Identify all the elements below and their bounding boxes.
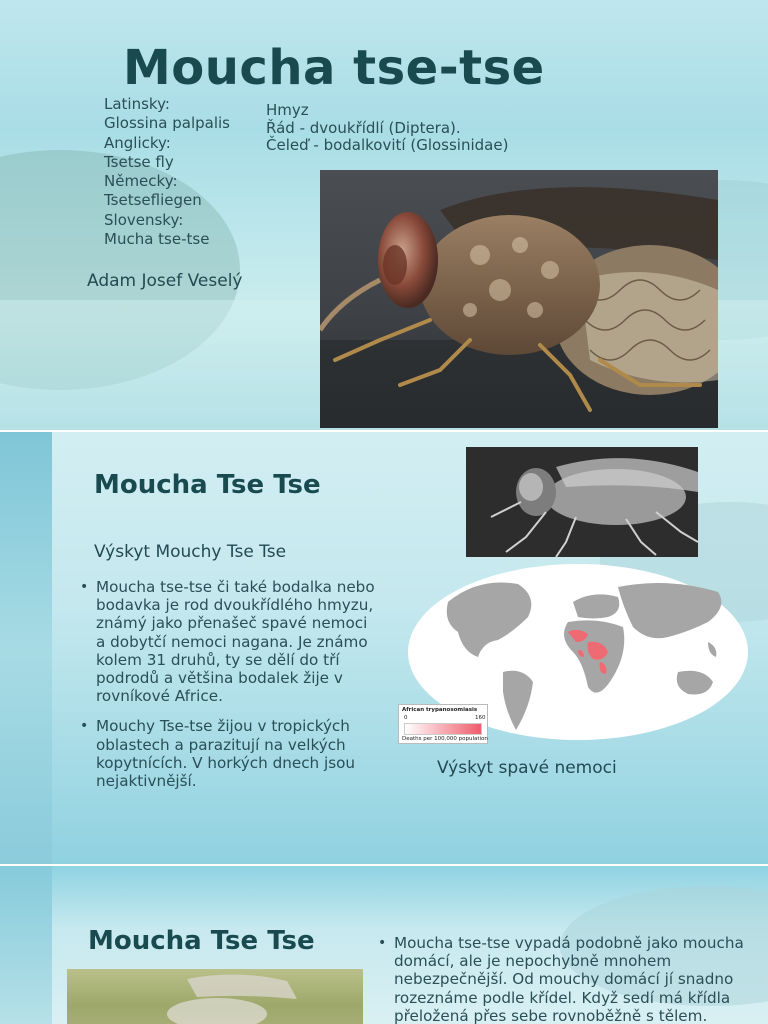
bullet-list <box>378 934 763 1024</box>
author-name: Adam Josef Veselý <box>87 271 243 291</box>
slide-title: Moucha Tse Tse <box>88 926 315 956</box>
names-line: Tsetse fly <box>104 152 174 171</box>
names-line: Slovensky: <box>104 210 184 229</box>
bullet-list <box>80 578 380 802</box>
names-line: Latinsky: <box>104 95 170 113</box>
taxonomy-line: Řád - dvoukřídlí (Diptera). <box>266 118 461 137</box>
tsetse-fly-macro-photo <box>320 170 718 428</box>
bullet-item: • Moucha tse-tse vypadá podobně jako moucha domácí, ale je nepochybně mnohem nebezpečnější. Od mouchy domácí jí snadno rozeznáme podle křídel. Když sedí má křídla přeložená přes sebe rovnoběžně s tělem. <box>378 934 763 1024</box>
slide-subtitle: Výskyt Mouchy Tse Tse <box>94 542 287 562</box>
names-line: Glossina palpalis <box>104 114 230 133</box>
names-line: Anglicky: <box>104 133 171 152</box>
slide-title: Moucha tse-tse <box>123 40 545 96</box>
fly-photo-illustration-icon <box>67 969 363 1024</box>
bullet-item: • Mouchy Tse-tse žijou v tropických oblastech a parazitují na velkých kopytnících. V horkých dnech jsou nejaktivnější. <box>80 717 380 790</box>
bullet-item: • Moucha tse-tse či také bodalka nebo bodavka je rod dvoukřídlého hmyzu, známý jako přenašeč spavé nemoci a dobytčí nemoci nagana. Je známo kolem 31 druhů, ty se dělí do tří podrodů a většina bodalek žije v rovníkové Africe. <box>80 578 380 705</box>
names-line: Tsetsefliegen <box>104 191 202 210</box>
slide-1 <box>0 0 768 432</box>
names-line: Německy: <box>104 172 178 191</box>
slide-2 <box>0 432 768 866</box>
tsetse-fly-photo <box>67 969 363 1024</box>
legend-min: 0 <box>404 715 408 721</box>
taxonomy-line: Čeleď - bodalkovití (Glossinidae) <box>266 136 509 154</box>
tsetse-fly-microscope-photo <box>466 447 698 557</box>
legend-max: 160 <box>475 715 486 721</box>
background-band <box>0 432 52 866</box>
map-caption: Výskyt spavé nemoci <box>437 758 617 778</box>
map-legend <box>398 704 488 744</box>
slide-3 <box>0 866 768 1024</box>
legend-caption: Deaths per 100,000 population <box>402 736 488 742</box>
fly-illustration-icon <box>320 170 718 428</box>
legend-title: African trypanosomiasis <box>402 707 478 713</box>
slide-title: Moucha Tse Tse <box>94 470 321 500</box>
taxonomy-list <box>266 102 508 155</box>
background-band <box>0 866 52 1024</box>
names-list <box>104 95 230 249</box>
fly-sem-illustration-icon <box>466 447 698 557</box>
names-line: Mucha tse-tse <box>104 230 210 249</box>
taxonomy-line: Hmyz <box>266 101 309 119</box>
legend-color-scale <box>404 723 482 735</box>
